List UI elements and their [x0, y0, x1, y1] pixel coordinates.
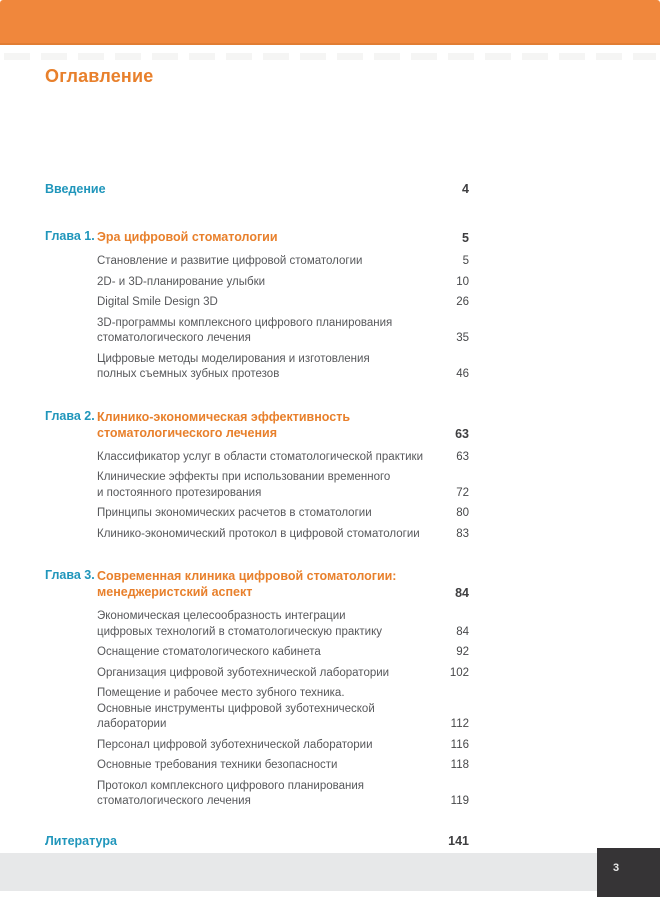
header-band — [0, 0, 660, 45]
toc-item — [45, 686, 469, 733]
toc-item-text: Классификатор услуг в области стоматологической практики — [97, 450, 424, 463]
toc-item — [45, 254, 469, 270]
toc-item — [45, 666, 469, 682]
toc-item-text: Оснащение стоматологического кабинета — [97, 646, 321, 658]
toc-entry-page: 141 — [448, 833, 469, 848]
chapter-title-line: Клинико-экономическая эффективность — [97, 409, 351, 424]
toc-item — [45, 527, 469, 543]
toc-item-text: стоматологического лечения — [97, 795, 251, 807]
toc-item-text: Клинико-экономический протокол в цифровой стоматологии — [97, 527, 420, 540]
toc-chapter-2 — [45, 409, 469, 543]
toc-entry-page: 4 — [462, 182, 469, 196]
toc-item-page: 35 — [456, 332, 469, 344]
chapter-heading — [45, 229, 469, 245]
toc-item-text: полных съемных зубных протезов — [97, 368, 280, 380]
perforation-divider — [4, 53, 656, 60]
toc-item-page: 46 — [456, 368, 469, 380]
toc-item — [45, 645, 469, 661]
toc-chapter-1 — [45, 229, 469, 383]
toc-item-text: Экономическая целесообразность интеграции — [97, 610, 346, 622]
toc-item-page: 26 — [456, 296, 469, 308]
toc-item-text: Digital Smile Design 3D — [97, 296, 218, 308]
toc-item-page: 92 — [456, 646, 469, 658]
chapter-number: Глава 3. — [45, 568, 95, 582]
chapter-items — [45, 254, 469, 383]
toc-item-page: 83 — [456, 527, 469, 540]
chapter-title — [97, 229, 443, 245]
toc-item-page: 102 — [449, 666, 469, 679]
toc-item — [45, 779, 469, 810]
toc-item — [45, 316, 469, 347]
toc-content — [45, 89, 469, 848]
toc-chapter-3 — [45, 568, 469, 810]
toc-item-page: 10 — [456, 275, 469, 288]
chapter-heading — [45, 568, 469, 600]
chapter-page: 84 — [455, 586, 469, 600]
toc-item-page: 72 — [456, 486, 469, 499]
toc-item-text: Персонал цифровой зуботехнической лаборатории — [97, 738, 373, 751]
toc-item-page: 5 — [462, 255, 469, 267]
chapter-title-line: Современная клиника цифровой стоматологии: — [97, 569, 397, 583]
toc-entry-label: Литература — [45, 833, 117, 848]
chapter-items — [45, 450, 469, 543]
toc-item-text: Протокол комплексного цифрового планирования — [97, 779, 364, 792]
chapter-title-line: Эра цифровой стоматологии — [97, 230, 278, 244]
toc-item-page: 63 — [456, 450, 469, 463]
chapter-number: Глава 2. — [45, 408, 95, 423]
footer-bar — [0, 853, 597, 891]
chapter-heading — [45, 409, 469, 441]
toc-item-text: стоматологического лечения — [97, 332, 251, 344]
toc-item-text: Цифровые методы моделирования и изготовления — [97, 352, 370, 365]
toc-item — [45, 738, 469, 754]
chapter-title — [97, 409, 443, 441]
footer-page-number: 3 — [613, 862, 620, 874]
toc-item-text: Основные требования техники безопасности — [97, 759, 338, 771]
toc-entry-literature — [45, 834, 469, 848]
toc-item-page: 84 — [456, 625, 469, 638]
toc-item — [45, 609, 469, 640]
page-title: Оглавление — [45, 66, 154, 86]
toc-item-page: 119 — [450, 795, 469, 807]
chapter-title-line: менеджеристский аспект — [97, 585, 253, 599]
toc-entry-introduction — [45, 182, 469, 196]
toc-item-page: 112 — [450, 718, 469, 730]
toc-item-page: 118 — [450, 759, 469, 771]
toc-item — [45, 470, 469, 501]
toc-item-text: Помещение и рабочее место зубного техника. — [97, 687, 345, 699]
footer-page-box — [597, 848, 660, 897]
toc-item — [45, 295, 469, 311]
toc-item-text: и постоянного протезирования — [97, 486, 262, 499]
chapter-title — [97, 568, 443, 600]
toc-entry-label: Введение — [45, 182, 106, 196]
chapter-page: 63 — [455, 426, 469, 441]
toc-item — [45, 506, 469, 522]
toc-item — [45, 758, 469, 774]
toc-item — [45, 450, 469, 466]
toc-item-text: Организация цифровой зуботехнической лаборатории — [97, 666, 390, 679]
toc-item-text: Основные инструменты цифровой зуботехнической лаборатории — [97, 702, 375, 730]
chapter-page: 5 — [462, 231, 469, 245]
toc-item-text: Принципы экономических расчетов в стоматологии — [97, 507, 372, 519]
toc-item-text: 2D- и 3D-планирование улыбки — [97, 275, 266, 288]
toc-item-page: 116 — [450, 738, 469, 751]
toc-item-text: 3D-программы комплексного цифрового планирования — [97, 316, 393, 329]
chapter-number: Глава 1. — [45, 229, 95, 243]
toc-item-page: 80 — [456, 507, 469, 519]
toc-item-text: Клинические эффекты при использовании временного — [97, 471, 391, 483]
toc-item — [45, 352, 469, 383]
toc-item-text: цифровых технологий в стоматологическую практику — [97, 625, 383, 638]
chapter-title-line: стоматологического лечения — [97, 425, 278, 440]
toc-item-text: Становление и развитие цифровой стоматологии — [97, 255, 363, 267]
toc-item — [45, 275, 469, 291]
chapter-items — [45, 609, 469, 810]
